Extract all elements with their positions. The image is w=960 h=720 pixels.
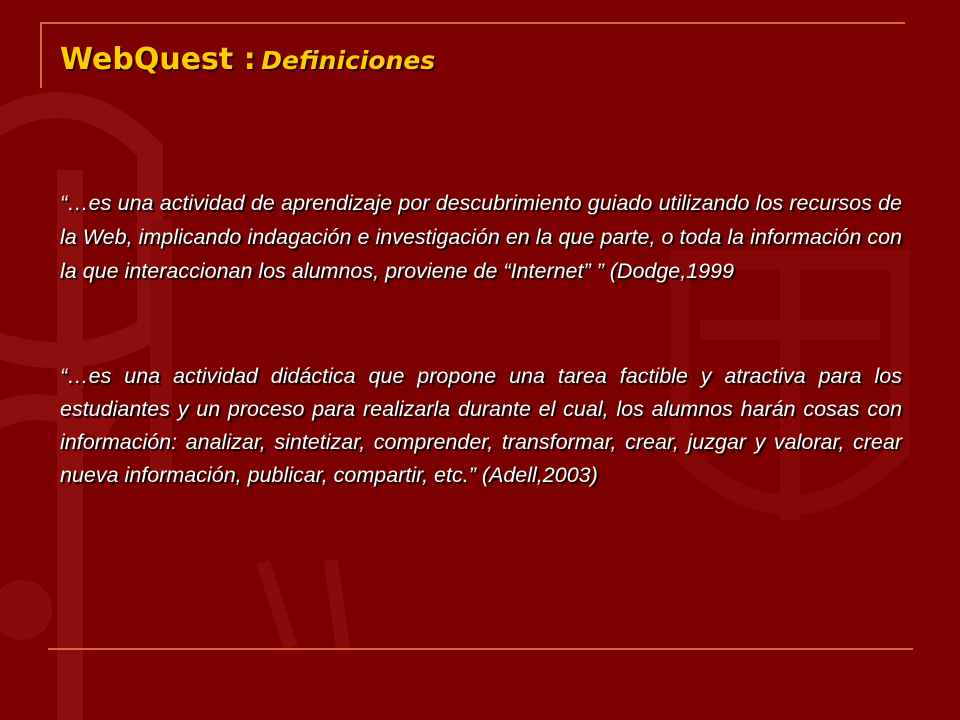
title-main: WebQuest : <box>60 42 256 77</box>
title-subtitle: Definiciones <box>261 46 436 75</box>
left-rule <box>40 22 42 88</box>
top-rule <box>40 22 905 24</box>
definition-quote-dodge: “…es una actividad de aprendizaje por descubrimiento guiado utilizando los recursos de la Web, implicando indagación e investigación en la que parte, o toda la información con la que interaccionan los alumnos, proviene de “Internet” ” (Dodge,1999 <box>60 191 902 283</box>
slide-title <box>60 42 435 77</box>
definition-quote-adell: “…es una actividad didáctica que propone una tarea factible y atractiva para los estudiantes y un proceso para realizarla durante el cual, los alumnos harán cosas con información: analizar, sintetizar, comprender, transformar, crear, juzgar y valorar, crear nueva información, publicar, compartir, etc.” (Adell,2003) <box>60 364 902 487</box>
bottom-rule <box>48 648 913 650</box>
